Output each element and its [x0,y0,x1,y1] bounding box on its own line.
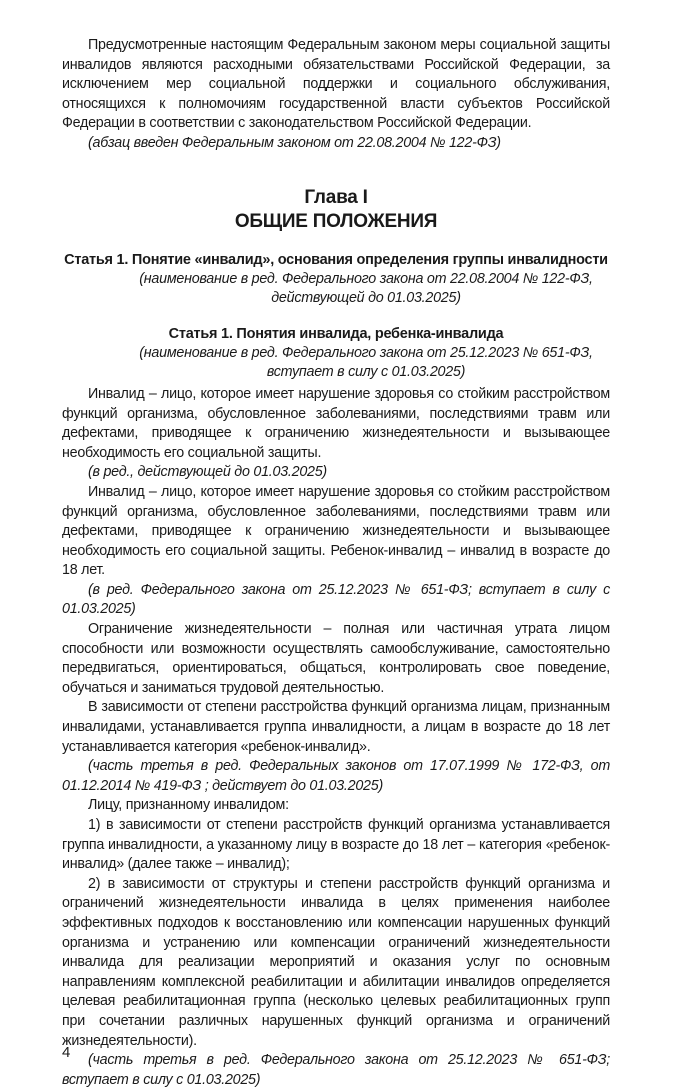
page-number: 4 [62,1044,71,1061]
page-content [62,36,610,1090]
edition-note: (часть третья в ред. Федеральных законов от 17.07.1999 № 172-ФЗ, от 01.12.2014 № 419-ФЗ ; действует до 01.03.2025) [62,758,610,794]
paragraph-invalid-definition: Инвалид – лицо, которое имеет нарушение здоровья со стойким расстройством функций организма, обусловленное заболеваниями, последствиями травм или дефектами, приводящее к ограничению жизнедеятельности и вызывающее необходимость его социальной защиты. [62,385,610,461]
paragraph-disability-degree: В зависимости от степени расстройства функций организма лицам, признанным инвалидами, устанавливается группа инвалидности, а лицам в возрасте до 18 лет устанавливается категория «ребенок-инвалид». [62,699,610,755]
article-title: Статья 1. Понятие «инвалид», основания определения группы инвалидности [64,251,608,268]
list-item: 1) в зависимости от степени расстройств функций организма устанавливается группа инвалидности, а указанному лицу в возрасте до 18 лет – категория «ребенок-инвалид» (далее также – инвалид); [62,817,610,873]
edition-note: (абзац введен Федеральным законом от 22.08.2004 № 122-ФЗ) [88,134,501,151]
article-edition-note [62,270,610,309]
paragraph-invalid-definition: Инвалид – лицо, которое имеет нарушение здоровья со стойким расстройством функций организма, обусловленное заболеваниями, последствиями травм или дефектами, приводящее к ограничению жизнедеятельности и вызывающее необходимость его социальной защиты. Ребенок-инвалид – инвалид в возрасте до 18 лет. [62,483,610,579]
article-edition-line: действующей до 01.03.2025) [271,290,461,307]
edition-note: (в ред. Федерального закона от 25.12.2023 № 651-ФЗ; вступает в силу с 01.03.2025) [62,581,610,618]
article-edition-note [62,344,610,383]
article-edition-line: (наименование в ред. Федерального закона от 25.12.2023 № 651-ФЗ, [139,344,593,361]
article-title: Статья 1. Понятия инвалида, ребенка-инвалида [168,325,504,342]
list-item: 2) в зависимости от структуры и степени расстройств функций организма и ограничений жизнедеятельности инвалида в целях применения наиболее эффективных подходов к восстановлению или компенсации нарушенных функций организма и устранению или компенсации ограничений жизнедеятельности инвалида для реализации мероприятий и оказания услуг по основным направлениям комплексной реабилитации и абилитации инвалидов определяется целевая реабилитационная группа (несколько целевых реабилитационных групп при сочетании различных нарушенных функций организма и ограничений жизнедеятельности). [62,875,610,1049]
chapter-title: ОБЩИЕ ПОЛОЖЕНИЯ [234,210,438,232]
edition-note: (в ред., действующей до 01.03.2025) [88,464,327,481]
article-edition-line: вступает в силу с 01.03.2025) [266,364,466,381]
paragraph-limitation: Ограничение жизнедеятельности – полная или частичная утрата лицом способности или возможности осуществлять самообслуживание, самостоятельно передвигаться, ориентироваться, общаться, контролировать свое поведение, обучаться и заниматься трудовой деятельностью. [62,621,610,696]
article-edition-line: (наименование в ред. Федерального закона от 22.08.2004 № 122-ФЗ, [139,270,593,287]
paragraph-recognized-person: Лицу, признанному инвалидом: [88,797,289,814]
paragraph-social-protection: Предусмотренные настоящим Федеральным законом меры социальной защиты инвалидов являются расходными обязательствами Российской Федерации, за исключением мер социальной поддержки и социального обслуживания, относящихся к полномочиям государственной власти субъектов Российской Федерации в соответствии с законодательством Российской Федерации. [62,37,610,132]
chapter-number: Глава I [304,186,368,208]
edition-note: (часть третья в ред. Федерального закона от 25.12.2023 № 651-ФЗ; вступает в силу с 01.03.2025) [62,1052,610,1088]
chapter-heading [62,186,610,234]
